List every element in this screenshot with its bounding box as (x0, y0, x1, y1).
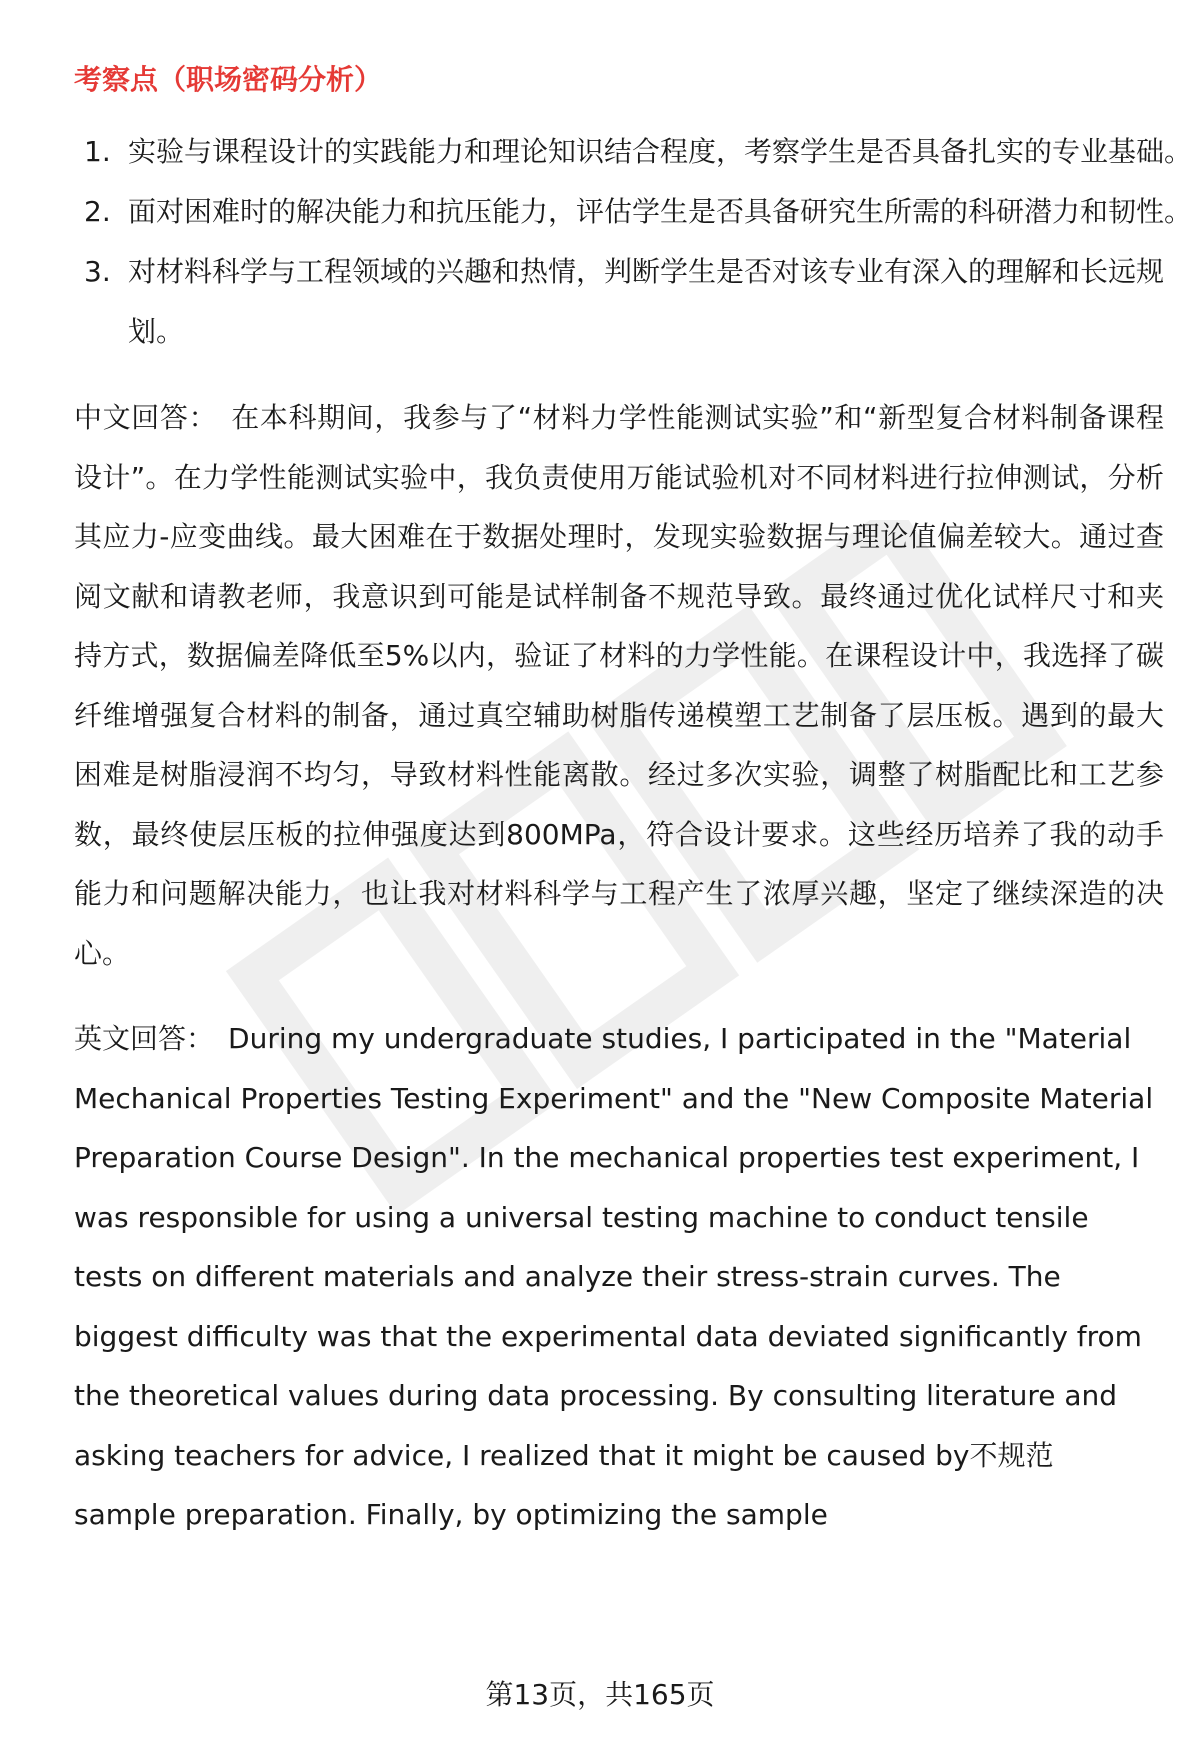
list-item-number: 2. (84, 195, 111, 228)
chinese-answer (74, 388, 1164, 983)
chinese-answer-label: 中文回答： (74, 401, 218, 434)
assessment-points-list (74, 122, 1193, 362)
list-item (74, 122, 1200, 182)
list-item-number: 1. (84, 135, 111, 168)
list-item-text: 对材料科学与工程领域的兴趣和热情，判断学生是否对该专业有深入的理解和长远规划。 (128, 255, 1165, 348)
list-item-text: 实验与课程设计的实践能力和理论知识结合程度，考察学生是否具备扎实的专业基础。 (128, 135, 1193, 168)
list-item (74, 182, 1200, 242)
chinese-answer-text: 在本科期间，我参与了“材料力学性能测试实验”和“新型复合材料制备课程设计”。在力学性能测试实验中，我负责使用万能试验机对不同材料进行拉伸测试，分析其应力-应变曲线。最大困难在于数据处理时，发现实验数据与理论值偏差较大。通过查阅文献和请教老师，我意识到可能是试样制备不规范导致。最终通过优化试样尺寸和夹持方式，数据偏差降低至5%以内，验证了材料的力学性能。在课程设计中，我选择了碳纤维增强复合材料的制备，通过真空辅助树脂传递模塑工艺制备了层压板。遇到的最大困难是树脂浸润不均匀，导致材料性能离散。经过多次实验，调整了树脂配比和工艺参数，最终使层压板的拉伸强度达到800MPa，符合设计要求。这些经历培养了我的动手能力和问题解决能力，也让我对材料科学与工程产生了浓厚兴趣，坚定了继续深造的决心。 (74, 401, 1164, 970)
section-heading: 考察点（职场密码分析） (74, 63, 383, 96)
list-item-text: 面对困难时的解决能力和抗压能力，评估学生是否具备研究生所需的科研潜力和韧性。 (128, 195, 1193, 228)
english-answer (74, 1009, 1164, 1545)
english-answer-text: During my undergraduate studies, I participated in the "Material Mechanical Properties Testing Experiment" and the "New Composite Material Preparation Course Design". In the mechanical properties test experiment, I was responsible for using a universal testing machine to conduct tensile tests on different materials and analyze their stress-strain curves. The biggest difficulty was that the experimental data deviated significantly from the theoretical values during data processing. By consulting literature and asking teachers for advice, I realized that it might be caused by不规范 sample preparation. Finally, by optimizing the sample (74, 1022, 1154, 1531)
english-answer-label: 英文回答： (74, 1022, 215, 1055)
document-page (74, 52, 1193, 1545)
list-item (74, 242, 1200, 362)
page-number: 第13页，共165页 (485, 1678, 715, 1711)
list-item-number: 3. (84, 255, 111, 288)
